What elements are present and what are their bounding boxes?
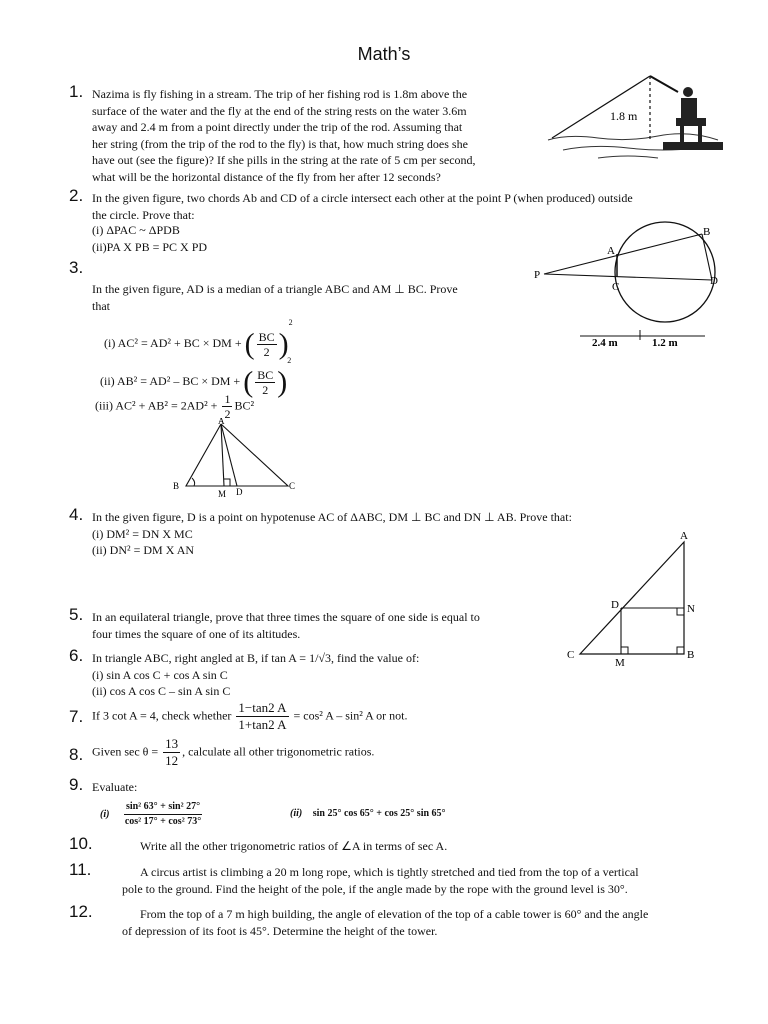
right-triangle-figure [562, 528, 702, 670]
text-line: her string (from the trip of the rod to the fly) is that, how much string does she [92, 136, 468, 151]
label-n: N [687, 603, 695, 615]
paren-close: ) [278, 327, 289, 361]
fraction-denominator: 2 [263, 344, 270, 359]
line-pb [544, 234, 702, 274]
label-a: A [607, 245, 615, 257]
text-segment: Given sec θ = [92, 744, 159, 759]
right-angle-mark-m [621, 647, 628, 654]
question-number-2: 2. [69, 186, 84, 205]
triangle-abc [580, 542, 684, 654]
fraction [255, 368, 275, 397]
question-1-text [92, 86, 476, 185]
fraction-denominator: 12 [165, 753, 179, 768]
label-d: D [611, 599, 619, 611]
fraction-numerator: 13 [165, 736, 179, 751]
page-title: Math’s [357, 44, 411, 64]
label-c: C [289, 481, 296, 491]
fishing-figure [538, 70, 728, 170]
question-11-text [92, 864, 639, 897]
part-label: (i) [100, 808, 110, 820]
question-5-text [92, 609, 480, 642]
fraction-denominator: cos² 17° + cos² 73° [124, 816, 202, 827]
part-label: (ii) [290, 808, 303, 819]
circle-shape [615, 222, 715, 322]
text-line: (ii) cos A cos C – sin A sin C [92, 684, 231, 698]
text-line: what will be the horizontal distance of the fly from her after 12 seconds? [92, 169, 441, 184]
text-line: In an equilateral triangle, prove that three times the square of one side is equal to [92, 610, 480, 624]
eq-rhs: BC² [234, 398, 255, 413]
question-9-label: Evaluate: [92, 780, 138, 794]
text-line: From the top of a 7 m high building, the angle of elevation of the top of a cable tower is 60° and the angle [140, 907, 649, 921]
question-9-part-ii [290, 808, 446, 819]
text-line: that [92, 298, 110, 313]
fraction [124, 800, 202, 829]
text-line: of depression of its foot is 45°. Determine the height of the tower. [122, 923, 438, 938]
question-8-text [92, 736, 374, 769]
label-m: M [218, 489, 227, 499]
length-label-2: 1.2 m [652, 337, 678, 349]
text-line: pole to the ground. Find the height of the pole, if the angle made by the rope with the ground level is 30°. [122, 881, 628, 896]
string-line [552, 76, 650, 138]
fraction-denominator: 2 [262, 382, 269, 397]
text-line: In the given figure, D is a point on hypotenuse AC of ΔABC, DM ⊥ BC and DN ⊥ AB. Prove that: [92, 510, 572, 524]
label-m: M [615, 657, 625, 669]
length-label-1: 2.4 m [592, 337, 618, 349]
right-angle-mark-b [677, 647, 684, 654]
text-line: In triangle ABC, right angled at B, if tan A = 1/√3, find the value of: [92, 651, 420, 665]
label-d: D [236, 487, 243, 497]
question-7-text [92, 700, 408, 733]
fraction-numerator: BC [257, 367, 274, 382]
text-line: (ii)PA X PB = PC X PD [92, 239, 208, 254]
question-number-11: 11. [69, 860, 92, 879]
fraction-numerator: 1 [224, 392, 231, 406]
paren-close: ) [277, 365, 288, 399]
label-b: B [703, 226, 711, 238]
text-line: (i) ΔPAC ~ ΔPDB [92, 223, 180, 237]
question-number-12: 12. [69, 902, 93, 921]
chord-bd [702, 234, 712, 280]
text-line: In the given figure, AD is a median of a triangle ABC and AM ⊥ BC. Prove [92, 282, 458, 296]
circle-chords-figure [530, 212, 730, 382]
eq-label: (i) [104, 336, 116, 350]
question-9-part-i [100, 800, 204, 829]
text-line: away and 2.4 m from a point directly under the trip of the rod. Assuming that [92, 120, 463, 134]
text-segment: If 3 cot A = 4, check whether [92, 708, 232, 723]
equation-3-iii [95, 392, 254, 421]
fisher-silhouette [663, 87, 723, 150]
label-a: A [218, 418, 225, 426]
fraction-denominator: 1+tan2 A [238, 717, 287, 732]
question-number-3: 3. [69, 258, 84, 277]
text-line: have out (see the figure)? If she pills in the string at the rate of 5 cm per second, [92, 153, 476, 167]
label-b: B [687, 649, 695, 661]
fraction [222, 392, 232, 421]
equation-3-i [104, 318, 293, 361]
fraction-numerator: sin² 63° + sin² 27° [124, 800, 202, 815]
eq-label: (ii) [100, 374, 115, 388]
eq-lhs: AC² = AD² + BC × DM + [117, 336, 242, 350]
fishing-rod [650, 76, 678, 92]
eq-lhs: AB² = AD² – BC × DM + [117, 374, 241, 388]
question-number-4: 4. [69, 505, 84, 524]
text-line: Nazima is fly fishing in a stream. The trip of her fishing rod is 1.8m above the [92, 87, 468, 101]
question-number-5: 5. [69, 605, 84, 624]
eq-lhs: AC² + AB² = 2AD² + [115, 398, 218, 413]
question-4-text [92, 509, 572, 559]
text-segment: , calculate all other trigonometric ratios. [182, 744, 375, 759]
question-6-text [92, 650, 419, 700]
fraction [163, 736, 180, 769]
text-line: In the given figure, two chords Ab and CD of a circle intersect each other at the point P (when produced) outside [92, 191, 633, 205]
question-number-6: 6. [69, 646, 84, 665]
text-line: (i) DM² = DN X MC [92, 526, 193, 541]
fraction-denominator: 2 [224, 407, 231, 421]
question-12-text [92, 906, 648, 939]
text-line: A circus artist is climbing a 20 m long rope, which is tightly stretched and tied from the top of a vertical [140, 865, 639, 879]
fraction [257, 330, 277, 359]
label-c: C [612, 281, 620, 293]
text-line: surface of the water and the fly at the end of the string rests on the water 3.6m [92, 103, 467, 118]
question-10-text [140, 838, 447, 855]
text-line: (ii) DN² = DM X AN [92, 543, 195, 557]
label-d: D [710, 275, 718, 287]
right-angle-mark-n [677, 608, 684, 615]
height-label: 1.8 m [610, 109, 638, 123]
label-a: A [680, 530, 688, 542]
right-angle-mark [224, 479, 230, 486]
expression: sin 25° cos 65° + cos 25° sin 65° [312, 808, 446, 819]
line-pd [544, 274, 712, 280]
paren-open: ( [243, 365, 254, 399]
triangle-median-figure [168, 418, 303, 500]
fraction-numerator: BC [258, 329, 275, 344]
text-segment: = cos² A – sin² A or not. [293, 708, 408, 723]
question-number-1: 1. [69, 82, 84, 101]
exponent: 2 [287, 356, 292, 365]
label-c: C [567, 649, 575, 661]
triangle-abc [186, 424, 288, 486]
fraction-numerator: 1−tan2 A [238, 700, 287, 715]
question-number-8: 8. [69, 745, 84, 764]
eq-label: (iii) [95, 398, 113, 413]
question-number-10: 10. [69, 834, 93, 853]
text-line: four times the square of one of its altitudes. [92, 626, 301, 641]
fraction [236, 700, 288, 733]
angle-mark [192, 478, 195, 486]
text-line: the circle. Prove that: [92, 207, 195, 222]
question-3-text [92, 281, 458, 314]
label-b: B [173, 481, 180, 491]
question-number-7: 7. [69, 707, 84, 726]
text-line: (i) sin A cos C + cos A sin C [92, 667, 228, 682]
exponent: 2 [288, 318, 293, 327]
paren-open: ( [244, 327, 255, 361]
label-p: P [534, 269, 541, 281]
question-number-9: 9. [69, 775, 84, 794]
text-line: Write all the other trigonometric ratios of ∠A in terms of sec A. [140, 839, 448, 853]
